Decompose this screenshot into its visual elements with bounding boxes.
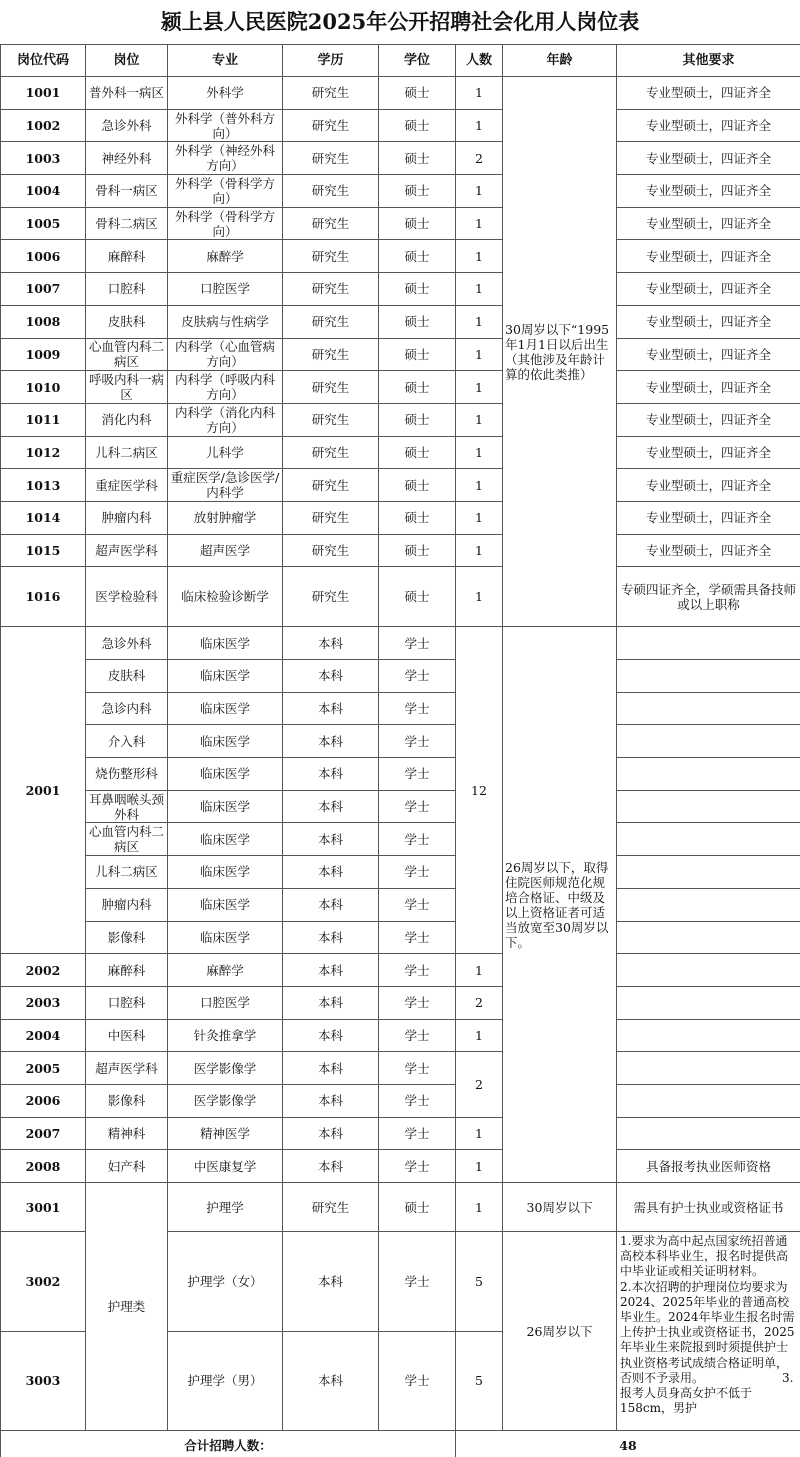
post-name: 骨科二病区 — [86, 207, 168, 240]
degree: 学士 — [379, 986, 456, 1019]
post-name: 麻醉科 — [86, 954, 168, 987]
other-requirements: 专业型硕士，四证齐全 — [617, 371, 800, 404]
major: 临床医学 — [168, 790, 283, 823]
other-requirements: 专业型硕士，四证齐全 — [617, 109, 800, 142]
post-name: 超声医学科 — [86, 534, 168, 567]
post-name: 护理类 — [86, 1183, 168, 1431]
post-name: 影像科 — [86, 1084, 168, 1117]
column-header: 学位 — [379, 45, 456, 77]
education: 本科 — [283, 1117, 379, 1150]
headcount: 1 — [456, 567, 503, 627]
table-row — [1, 338, 800, 371]
table-row — [1, 660, 800, 693]
post-name: 口腔科 — [86, 273, 168, 306]
major: 临床医学 — [168, 758, 283, 791]
post-name: 麻醉科 — [86, 240, 168, 273]
post-name: 超声医学科 — [86, 1052, 168, 1085]
major: 护理学（男） — [168, 1331, 283, 1431]
recruitment-table — [0, 44, 800, 1457]
table-row — [1, 469, 800, 502]
post-code: 2003 — [1, 986, 86, 1019]
education: 研究生 — [283, 240, 379, 273]
table-row — [1, 1150, 800, 1183]
education: 研究生 — [283, 175, 379, 208]
degree: 硕士 — [379, 436, 456, 469]
post-name: 普外科一病区 — [86, 77, 168, 110]
headcount: 2 — [456, 986, 503, 1019]
table-row — [1, 273, 800, 306]
education: 研究生 — [283, 534, 379, 567]
major: 重症医学/急诊医学/内科学 — [168, 469, 283, 502]
post-code: 2001 — [1, 627, 86, 954]
table-row — [1, 758, 800, 791]
degree: 硕士 — [379, 338, 456, 371]
education: 本科 — [283, 856, 379, 889]
post-code: 1014 — [1, 501, 86, 534]
post-name: 呼吸内科一病区 — [86, 371, 168, 404]
other-requirements: 专业型硕士，四证齐全 — [617, 175, 800, 208]
major: 外科学（骨科学方向） — [168, 207, 283, 240]
headcount: 1 — [456, 954, 503, 987]
post-name: 皮肤科 — [86, 305, 168, 338]
major: 临床医学 — [168, 627, 283, 660]
other-requirements: 专业型硕士，四证齐全 — [617, 240, 800, 273]
table-row — [1, 823, 800, 856]
table-row — [1, 567, 800, 627]
major: 临床检验诊断学 — [168, 567, 283, 627]
post-name: 心血管内科二病区 — [86, 823, 168, 856]
total-row — [1, 1431, 800, 1457]
other-requirements: 专业型硕士，四证齐全 — [617, 142, 800, 175]
other-requirements — [617, 1052, 800, 1085]
table-header — [1, 45, 800, 77]
education: 研究生 — [283, 142, 379, 175]
other-requirements: 专业型硕士，四证齐全 — [617, 436, 800, 469]
major: 临床医学 — [168, 856, 283, 889]
post-name: 精神科 — [86, 1117, 168, 1150]
nursing-requirements-text: 1.要求为高中起点国家统招普通高校本科毕业生，报名时提供高中毕业证或相关证明材料。 2.本次招聘的护理岗位均要求为2024、2025年毕业的普通高校毕业生。2024年毕业生报名时需上传护士执业或资格证书，2025年毕业生来院报到时须提供护士执业资格考试成绩合格证明单，否则不予录用。 3.报考人员身高女护不低于158cm，男护 — [620, 1234, 795, 1416]
post-code: 2002 — [1, 954, 86, 987]
other-requirements: 专业型硕士，四证齐全 — [617, 469, 800, 502]
major: 临床医学 — [168, 921, 283, 954]
degree: 学士 — [379, 1150, 456, 1183]
education: 本科 — [283, 1019, 379, 1052]
headcount: 1 — [456, 1117, 503, 1150]
other-requirements: 专硕四证齐全，学硕需具备技师或以上职称 — [617, 567, 800, 627]
degree: 学士 — [379, 1052, 456, 1085]
table-row — [1, 986, 800, 1019]
post-name: 介入科 — [86, 725, 168, 758]
education: 研究生 — [283, 273, 379, 306]
post-code: 2005 — [1, 1052, 86, 1085]
degree: 学士 — [379, 1117, 456, 1150]
post-code: 2007 — [1, 1117, 86, 1150]
table-row — [1, 240, 800, 273]
other-requirements: 专业型硕士，四证齐全 — [617, 305, 800, 338]
table-row — [1, 436, 800, 469]
headcount: 1 — [456, 207, 503, 240]
major: 口腔医学 — [168, 273, 283, 306]
headcount: 1 — [456, 338, 503, 371]
table-row — [1, 305, 800, 338]
column-header: 人数 — [456, 45, 503, 77]
degree: 硕士 — [379, 273, 456, 306]
table-row — [1, 403, 800, 436]
other-requirements: 专业型硕士，四证齐全 — [617, 338, 800, 371]
post-name: 儿科二病区 — [86, 436, 168, 469]
education: 本科 — [283, 1331, 379, 1431]
post-name: 消化内科 — [86, 403, 168, 436]
education: 研究生 — [283, 109, 379, 142]
post-name: 急诊外科 — [86, 627, 168, 660]
degree: 硕士 — [379, 1183, 456, 1232]
major: 临床医学 — [168, 692, 283, 725]
headcount: 1 — [456, 175, 503, 208]
major: 临床医学 — [168, 888, 283, 921]
other-requirements — [617, 823, 800, 856]
degree: 硕士 — [379, 305, 456, 338]
post-code: 2004 — [1, 1019, 86, 1052]
post-name: 心血管内科二病区 — [86, 338, 168, 371]
degree: 硕士 — [379, 403, 456, 436]
table-row — [1, 534, 800, 567]
post-name: 烧伤整形科 — [86, 758, 168, 791]
post-name: 急诊内科 — [86, 692, 168, 725]
education: 研究生 — [283, 305, 379, 338]
degree: 学士 — [379, 1019, 456, 1052]
education: 本科 — [283, 1150, 379, 1183]
major: 麻醉学 — [168, 240, 283, 273]
major: 内科学（呼吸内科方向） — [168, 371, 283, 404]
table-row — [1, 371, 800, 404]
table-row — [1, 692, 800, 725]
table-row — [1, 175, 800, 208]
headcount: 1 — [456, 501, 503, 534]
education: 研究生 — [283, 77, 379, 110]
post-code: 1009 — [1, 338, 86, 371]
degree: 硕士 — [379, 534, 456, 567]
other-requirements: 专业型硕士，四证齐全 — [617, 403, 800, 436]
education: 本科 — [283, 1232, 379, 1332]
post-code: 2006 — [1, 1084, 86, 1117]
education: 研究生 — [283, 501, 379, 534]
education: 研究生 — [283, 1183, 379, 1232]
major: 外科学（普外科方向） — [168, 109, 283, 142]
post-code: 1015 — [1, 534, 86, 567]
education: 研究生 — [283, 436, 379, 469]
post-code: 1003 — [1, 142, 86, 175]
degree: 学士 — [379, 692, 456, 725]
education: 本科 — [283, 692, 379, 725]
education: 本科 — [283, 1052, 379, 1085]
post-code: 1001 — [1, 77, 86, 110]
major: 医学影像学 — [168, 1084, 283, 1117]
other-requirements: 专业型硕士，四证齐全 — [617, 207, 800, 240]
table-row — [1, 109, 800, 142]
major: 内科学（心血管病方向） — [168, 338, 283, 371]
other-requirements: 需具有护士执业或资格证书 — [617, 1183, 800, 1232]
other-requirements — [617, 692, 800, 725]
table-row — [1, 888, 800, 921]
post-name: 妇产科 — [86, 1150, 168, 1183]
major: 针灸推拿学 — [168, 1019, 283, 1052]
table-row — [1, 1117, 800, 1150]
post-name: 急诊外科 — [86, 109, 168, 142]
headcount: 1 — [456, 77, 503, 110]
education: 本科 — [283, 986, 379, 1019]
post-code: 3002 — [1, 1232, 86, 1332]
education: 研究生 — [283, 469, 379, 502]
degree: 学士 — [379, 921, 456, 954]
other-requirements — [617, 1084, 800, 1117]
headcount: 1 — [456, 403, 503, 436]
major: 内科学（消化内科方向） — [168, 403, 283, 436]
post-name: 口腔科 — [86, 986, 168, 1019]
degree: 硕士 — [379, 109, 456, 142]
post-code: 3003 — [1, 1331, 86, 1431]
headcount: 1 — [456, 1019, 503, 1052]
post-name: 骨科一病区 — [86, 175, 168, 208]
post-code: 1005 — [1, 207, 86, 240]
post-name: 医学检验科 — [86, 567, 168, 627]
table-row — [1, 207, 800, 240]
other-requirements — [617, 627, 800, 660]
major: 皮肤病与性病学 — [168, 305, 283, 338]
major: 外科学（骨科学方向） — [168, 175, 283, 208]
post-code: 2008 — [1, 1150, 86, 1183]
major: 口腔医学 — [168, 986, 283, 1019]
headcount: 1 — [456, 469, 503, 502]
post-code: 3001 — [1, 1183, 86, 1232]
major: 护理学（女） — [168, 1232, 283, 1332]
post-name: 神经外科 — [86, 142, 168, 175]
age-requirement: 26周岁以下 — [503, 1232, 617, 1431]
degree: 硕士 — [379, 77, 456, 110]
total-label: 合计招聘人数： — [1, 1431, 456, 1457]
headcount: 5 — [456, 1331, 503, 1431]
major: 医学影像学 — [168, 1052, 283, 1085]
column-header: 学历 — [283, 45, 379, 77]
degree: 学士 — [379, 856, 456, 889]
total-value: 48 — [456, 1431, 800, 1457]
major: 放射肿瘤学 — [168, 501, 283, 534]
education: 本科 — [283, 790, 379, 823]
other-requirements — [617, 660, 800, 693]
education: 本科 — [283, 921, 379, 954]
age-requirement: 30周岁以下“1995年1月1日以后出生（其他涉及年龄计算的依此类推） — [503, 77, 617, 627]
major: 麻醉学 — [168, 954, 283, 987]
age-requirement: 26周岁以下，取得住院医师规范化规培合格证、中级及以上资格证者可适当放宽至30周岁以下。 — [503, 627, 617, 1183]
education: 本科 — [283, 888, 379, 921]
degree: 学士 — [379, 627, 456, 660]
post-name: 肿瘤内科 — [86, 501, 168, 534]
post-code: 1006 — [1, 240, 86, 273]
other-requirements: 具备报考执业医师资格 — [617, 1150, 800, 1183]
degree: 学士 — [379, 954, 456, 987]
education: 本科 — [283, 725, 379, 758]
degree: 硕士 — [379, 501, 456, 534]
post-code: 1002 — [1, 109, 86, 142]
degree: 学士 — [379, 1331, 456, 1431]
table-row — [1, 954, 800, 987]
major: 儿科学 — [168, 436, 283, 469]
education: 本科 — [283, 627, 379, 660]
other-requirements — [617, 758, 800, 791]
education: 研究生 — [283, 403, 379, 436]
degree: 学士 — [379, 888, 456, 921]
other-requirements — [617, 725, 800, 758]
other-requirements: 专业型硕士，四证齐全 — [617, 534, 800, 567]
major: 临床医学 — [168, 823, 283, 856]
degree: 硕士 — [379, 469, 456, 502]
headcount: 1 — [456, 436, 503, 469]
post-name: 中医科 — [86, 1019, 168, 1052]
headcount: 12 — [456, 627, 503, 954]
education: 研究生 — [283, 207, 379, 240]
degree: 学士 — [379, 823, 456, 856]
education: 本科 — [283, 823, 379, 856]
other-requirements — [617, 1019, 800, 1052]
education: 本科 — [283, 1084, 379, 1117]
other-requirements: 专业型硕士，四证齐全 — [617, 501, 800, 534]
major: 超声医学 — [168, 534, 283, 567]
table-row — [1, 1052, 800, 1085]
other-requirements — [617, 790, 800, 823]
post-code: 1004 — [1, 175, 86, 208]
column-header: 岗位 — [86, 45, 168, 77]
major: 外科学 — [168, 77, 283, 110]
degree: 学士 — [379, 758, 456, 791]
table-row — [1, 1019, 800, 1052]
headcount: 1 — [456, 109, 503, 142]
headcount: 1 — [456, 305, 503, 338]
degree: 学士 — [379, 790, 456, 823]
education: 本科 — [283, 758, 379, 791]
post-code: 1016 — [1, 567, 86, 627]
headcount: 1 — [456, 273, 503, 306]
table-row — [1, 501, 800, 534]
education: 本科 — [283, 954, 379, 987]
column-header: 其他要求 — [617, 45, 800, 77]
post-code: 1013 — [1, 469, 86, 502]
degree: 学士 — [379, 1084, 456, 1117]
post-code: 1012 — [1, 436, 86, 469]
post-code: 1008 — [1, 305, 86, 338]
table-row — [1, 921, 800, 954]
post-name: 肿瘤内科 — [86, 888, 168, 921]
degree: 硕士 — [379, 175, 456, 208]
degree: 学士 — [379, 660, 456, 693]
other-requirements — [617, 1232, 800, 1431]
headcount: 1 — [456, 371, 503, 404]
table-row — [1, 725, 800, 758]
education: 本科 — [283, 660, 379, 693]
headcount: 2 — [456, 142, 503, 175]
other-requirements: 专业型硕士，四证齐全 — [617, 77, 800, 110]
headcount: 5 — [456, 1232, 503, 1332]
headcount: 1 — [456, 1183, 503, 1232]
major: 临床医学 — [168, 660, 283, 693]
other-requirements — [617, 888, 800, 921]
post-name: 重症医学科 — [86, 469, 168, 502]
degree: 硕士 — [379, 371, 456, 404]
table-row — [1, 142, 800, 175]
degree: 硕士 — [379, 142, 456, 175]
age-requirement: 30周岁以下 — [503, 1183, 617, 1232]
major: 外科学（神经外科方向） — [168, 142, 283, 175]
table-row — [1, 1183, 800, 1232]
other-requirements: 专业型硕士，四证齐全 — [617, 273, 800, 306]
degree: 硕士 — [379, 567, 456, 627]
post-code: 1010 — [1, 371, 86, 404]
education: 研究生 — [283, 338, 379, 371]
table-row — [1, 790, 800, 823]
post-code: 1007 — [1, 273, 86, 306]
other-requirements — [617, 856, 800, 889]
major: 中医康复学 — [168, 1150, 283, 1183]
other-requirements — [617, 1117, 800, 1150]
headcount: 1 — [456, 1150, 503, 1183]
other-requirements — [617, 954, 800, 987]
major: 精神医学 — [168, 1117, 283, 1150]
major: 护理学 — [168, 1183, 283, 1232]
page-title: 颍上县人民医院2025年公开招聘社会化用人岗位表 — [160, 9, 640, 34]
post-code: 1011 — [1, 403, 86, 436]
headcount: 1 — [456, 534, 503, 567]
table-row — [1, 1084, 800, 1117]
headcount: 2 — [456, 1052, 503, 1117]
column-header: 专业 — [168, 45, 283, 77]
post-name: 影像科 — [86, 921, 168, 954]
post-name: 耳鼻咽喉头颈外科 — [86, 790, 168, 823]
table-row — [1, 627, 800, 660]
degree: 学士 — [379, 725, 456, 758]
post-name: 皮肤科 — [86, 660, 168, 693]
education: 研究生 — [283, 567, 379, 627]
education: 研究生 — [283, 371, 379, 404]
major: 临床医学 — [168, 725, 283, 758]
headcount: 1 — [456, 240, 503, 273]
degree: 硕士 — [379, 207, 456, 240]
table-row — [1, 856, 800, 889]
degree: 硕士 — [379, 240, 456, 273]
other-requirements — [617, 921, 800, 954]
table-row — [1, 77, 800, 110]
post-name: 儿科二病区 — [86, 856, 168, 889]
column-header: 年龄 — [503, 45, 617, 77]
other-requirements — [617, 986, 800, 1019]
degree: 学士 — [379, 1232, 456, 1332]
column-header: 岗位代码 — [1, 45, 86, 77]
